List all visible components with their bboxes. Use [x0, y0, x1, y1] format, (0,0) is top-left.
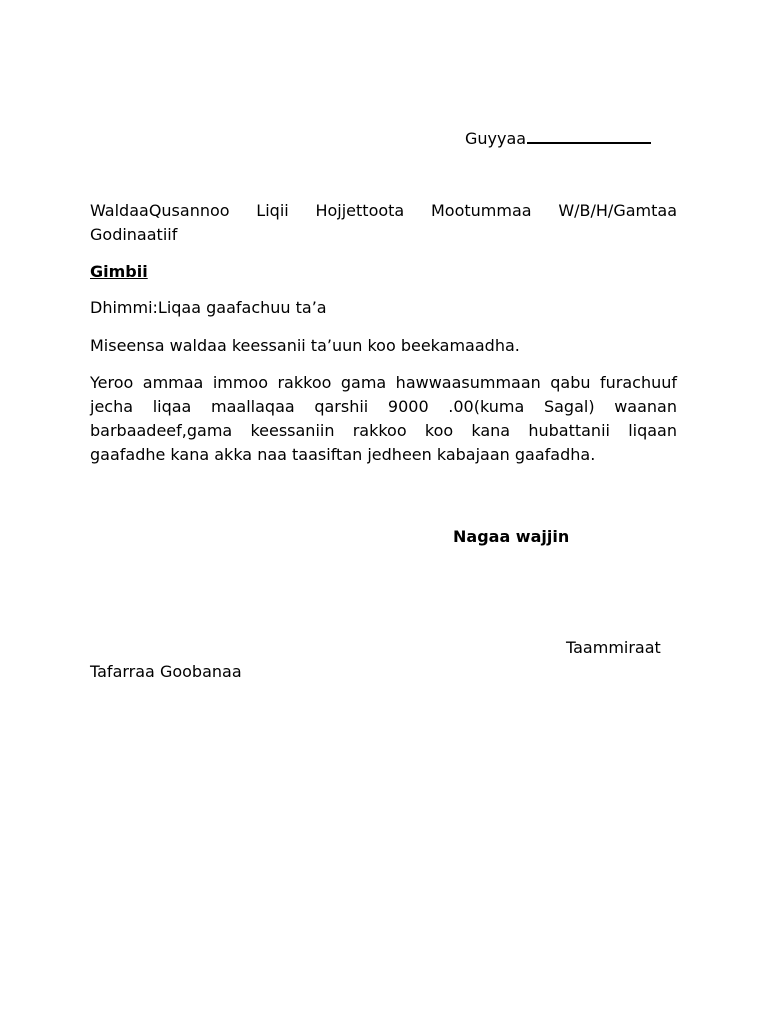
body-paragraph: Yeroo ammaa immoo rakkoo gama hawwaasummaan qabu furachuuf jecha liqaa maallaqaa qarshii 9000 .00(kuma Sagal) waanan barbaadeef,gama keessaniin rakkoo koo kana hubattanii liqaan gaafadhe kana akka naa taasiftan jedheen kabajaan gaafadha. — [90, 373, 677, 464]
closing: Nagaa wajjin — [453, 527, 570, 546]
subject-heading: Gimbii — [90, 262, 148, 281]
date-label: Guyyaa — [465, 129, 527, 148]
date-blank-line — [527, 126, 651, 144]
addressee: WaldaaQusannoo Liqii Hojjettoota Mootummaa W/B/H/Gamtaa Godinaatiif — [90, 201, 677, 244]
subject-line: Dhimmi:Liqaa gaafachuu ta’a — [90, 298, 327, 317]
signature-label: Taammiraat — [566, 638, 661, 657]
signatory-name: Tafarraa Goobanaa — [90, 662, 242, 681]
greeting: Miseensa waldaa keessanii ta’uun koo beekamaadha. — [90, 336, 520, 355]
date-line — [465, 126, 651, 150]
